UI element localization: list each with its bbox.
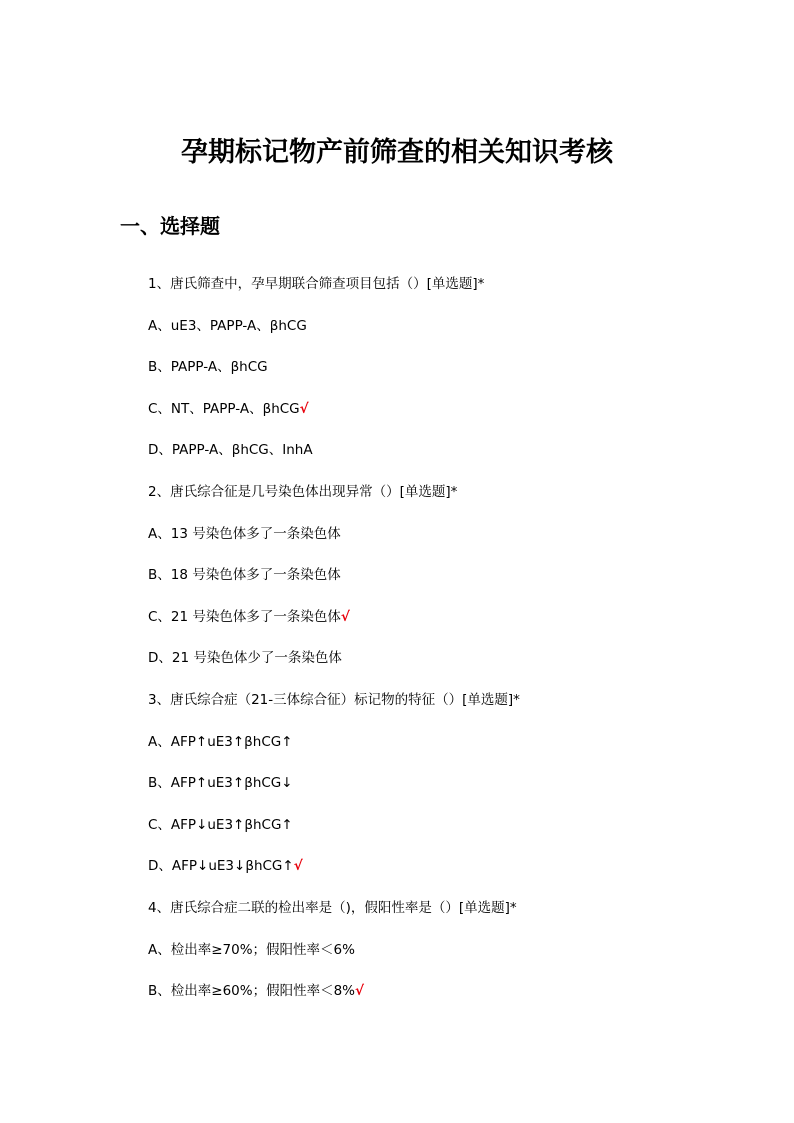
option-text: C、NT、PAPP-A、βhCG	[148, 400, 300, 417]
document-title: 孕期标记物产前筛查的相关知识考核	[181, 137, 613, 168]
option-text: A、uE3、PAPP-A、βhCG	[148, 317, 307, 334]
answer-option	[148, 316, 748, 358]
answer-option-correct	[148, 399, 748, 441]
answer-option	[148, 524, 748, 566]
option-text: A、13 号染色体多了一条染色体	[148, 525, 341, 542]
answer-option	[148, 648, 748, 690]
answer-option-correct	[148, 856, 748, 898]
answer-option	[148, 440, 748, 482]
question-stem: 4、唐氏综合症二联的检出率是（)，假阳性率是（）[单选题]*	[148, 899, 517, 916]
answer-option	[148, 940, 748, 982]
correct-check-icon: √	[340, 608, 350, 625]
question-list	[148, 274, 748, 1023]
correct-check-icon: √	[299, 400, 309, 417]
option-text: C、21 号染色体多了一条染色体	[148, 608, 341, 625]
correct-check-icon: √	[355, 983, 365, 1000]
answer-option	[148, 815, 748, 857]
answer-option	[148, 565, 748, 607]
option-text: B、检出率≥60%；假阳性率＜8%	[148, 983, 355, 1000]
answer-option	[148, 732, 748, 774]
answer-option	[148, 773, 748, 815]
question-stem: 1、唐氏筛查中，孕早期联合筛查项目包括（）[单选题]*	[148, 276, 485, 292]
answer-option-correct	[148, 607, 748, 649]
option-text: A、AFP↑uE3↑βhCG↑	[148, 733, 293, 750]
option-text: B、PAPP-A、βhCG	[148, 359, 268, 376]
section-heading: 一、选择题	[120, 214, 220, 238]
answer-option-correct	[148, 981, 748, 1023]
question-stem: 3、唐氏综合症（21-三体综合征）标记物的特征（）[单选题]*	[148, 691, 520, 708]
option-text: D、AFP↓uE3↓βhCG↑	[148, 858, 294, 875]
option-text: D、PAPP-A、βhCG、InhA	[148, 442, 313, 459]
option-text: D、21 号染色体少了一条染色体	[148, 650, 342, 667]
option-text: B、18 号染色体多了一条染色体	[148, 567, 341, 584]
correct-check-icon: √	[293, 858, 303, 875]
option-text: B、AFP↑uE3↑βhCG↓	[148, 775, 293, 792]
question-stem: 2、唐氏综合征是几号染色体出现异常（）[单选题]*	[148, 483, 458, 500]
option-text: A、检出率≥70%；假阳性率＜6%	[148, 941, 355, 958]
answer-option	[148, 357, 748, 399]
option-text: C、AFP↓uE3↑βhCG↑	[148, 816, 293, 833]
